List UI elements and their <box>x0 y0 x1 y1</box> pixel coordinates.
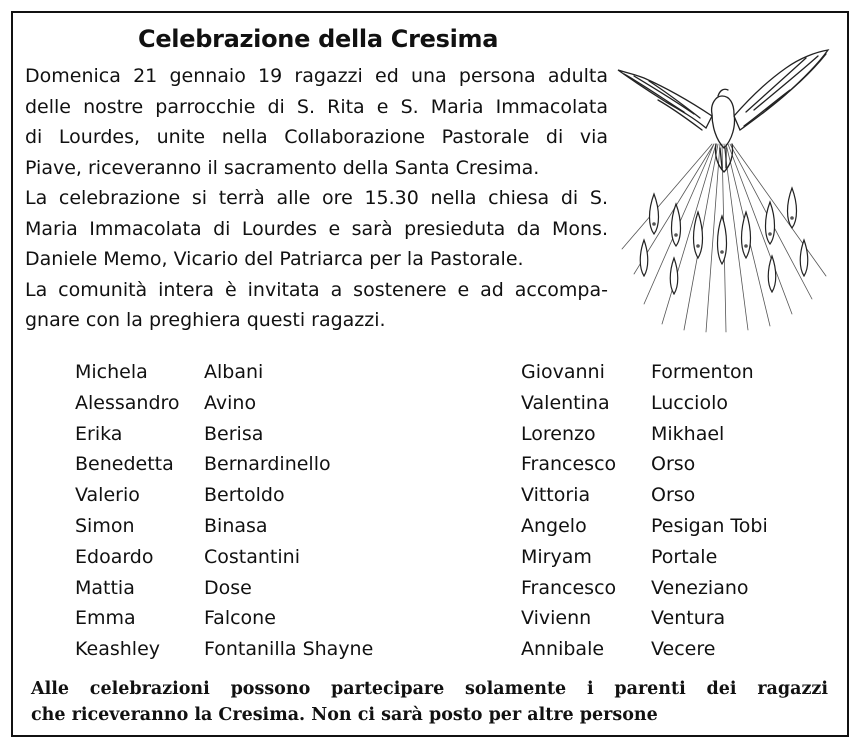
intro-line: Domenica 21 gennaio 19 ragazzi ed una persona adulta <box>25 65 608 87</box>
first-name: Lorenzo <box>521 422 596 445</box>
last-name: Albani <box>204 361 264 383</box>
intro-line: La comunità intera è invitata a sostenere e ad accompa- <box>25 278 608 301</box>
name-row <box>521 388 841 419</box>
name-row <box>75 449 495 480</box>
intro-line: Daniele Memo, Vicario del Patriarca per la Pastorale. <box>25 248 524 270</box>
name-row <box>521 542 841 573</box>
intro-line: Maria Immacolata di Lourdes e sarà presieduta da Mons. <box>25 217 608 240</box>
name-row <box>75 388 495 419</box>
first-name: Annibale <box>521 638 605 661</box>
last-name: Mikhael <box>651 422 725 445</box>
first-name: Alessandro <box>75 391 180 414</box>
name-row <box>75 480 495 511</box>
last-name: Binasa <box>204 514 268 537</box>
name-row <box>75 634 495 665</box>
first-name: Benedetta <box>75 453 174 476</box>
name-row <box>521 419 841 450</box>
first-name: Vivienn <box>521 607 592 630</box>
name-row <box>75 603 495 634</box>
intro-line: delle nostre parrocchie di S. Rita e S. Maria Immacolata <box>25 95 608 118</box>
first-name: Simon <box>75 514 135 537</box>
last-name: Dose <box>204 576 252 599</box>
name-row <box>75 511 495 542</box>
first-name: Mattia <box>75 576 135 599</box>
intro-paragraph <box>25 61 608 336</box>
first-name: Keashley <box>75 638 160 661</box>
first-name: Valerio <box>75 484 140 507</box>
intro-line: Piave, riceveranno il sacramento della Santa Cresima. <box>25 156 540 179</box>
first-name: Vittoria <box>521 484 591 507</box>
name-row <box>75 542 495 573</box>
first-name: Michela <box>75 361 148 383</box>
first-name: Francesco <box>521 453 617 476</box>
last-name: Orso <box>651 484 696 507</box>
first-name: Erika <box>75 422 123 445</box>
last-name: Fontanilla Shayne <box>204 638 374 661</box>
first-name: Angelo <box>521 514 587 537</box>
intro-line: La celebrazione si terrà alle ore 15.30 nella chiesa di S. <box>25 187 608 209</box>
name-row <box>521 603 841 634</box>
last-name: Lucciolo <box>651 391 728 414</box>
names-list-right <box>521 357 841 665</box>
notice-line: Alle celebrazioni possono partecipare solamente i parenti dei ragazzi <box>31 679 828 699</box>
notice-line: che riceveranno la Cresima. Non ci sarà posto per altre persone <box>31 705 658 725</box>
name-row <box>75 573 495 604</box>
last-name: Costantini <box>204 545 300 568</box>
last-name: Bertoldo <box>204 484 285 507</box>
name-row <box>521 480 841 511</box>
first-name: Valentina <box>521 391 610 414</box>
holy-spirit-dove-icon <box>614 44 836 334</box>
last-name: Portale <box>651 545 718 568</box>
name-row <box>75 357 495 388</box>
last-name: Berisa <box>204 422 264 445</box>
intro-line: di Lourdes, unite nella Collaborazione Pastorale di via <box>25 126 608 148</box>
last-name: Pesigan Tobi <box>651 514 768 537</box>
first-name: Edoardo <box>75 545 154 568</box>
last-name: Veneziano <box>651 576 749 599</box>
last-name: Orso <box>651 453 696 476</box>
last-name: Falcone <box>204 607 276 630</box>
last-name: Avino <box>204 391 257 414</box>
last-name: Formenton <box>651 361 754 383</box>
names-list-left <box>75 357 495 665</box>
first-name: Emma <box>75 607 136 630</box>
last-name: Ventura <box>651 607 726 630</box>
name-row <box>521 357 841 388</box>
first-name: Giovanni <box>521 361 605 383</box>
intro-line: gnare con la preghiera questi ragazzi. <box>25 309 386 331</box>
name-row <box>521 573 841 604</box>
notice-text <box>31 676 828 728</box>
name-row <box>521 511 841 542</box>
page-title: Celebrazione della Cresima <box>138 25 499 53</box>
last-name: Vecere <box>651 638 716 661</box>
first-name: Francesco <box>521 576 617 599</box>
name-row <box>521 449 841 480</box>
name-row <box>521 634 841 665</box>
name-row <box>75 419 495 450</box>
last-name: Bernardinello <box>204 453 331 476</box>
first-name: Miryam <box>521 545 592 568</box>
